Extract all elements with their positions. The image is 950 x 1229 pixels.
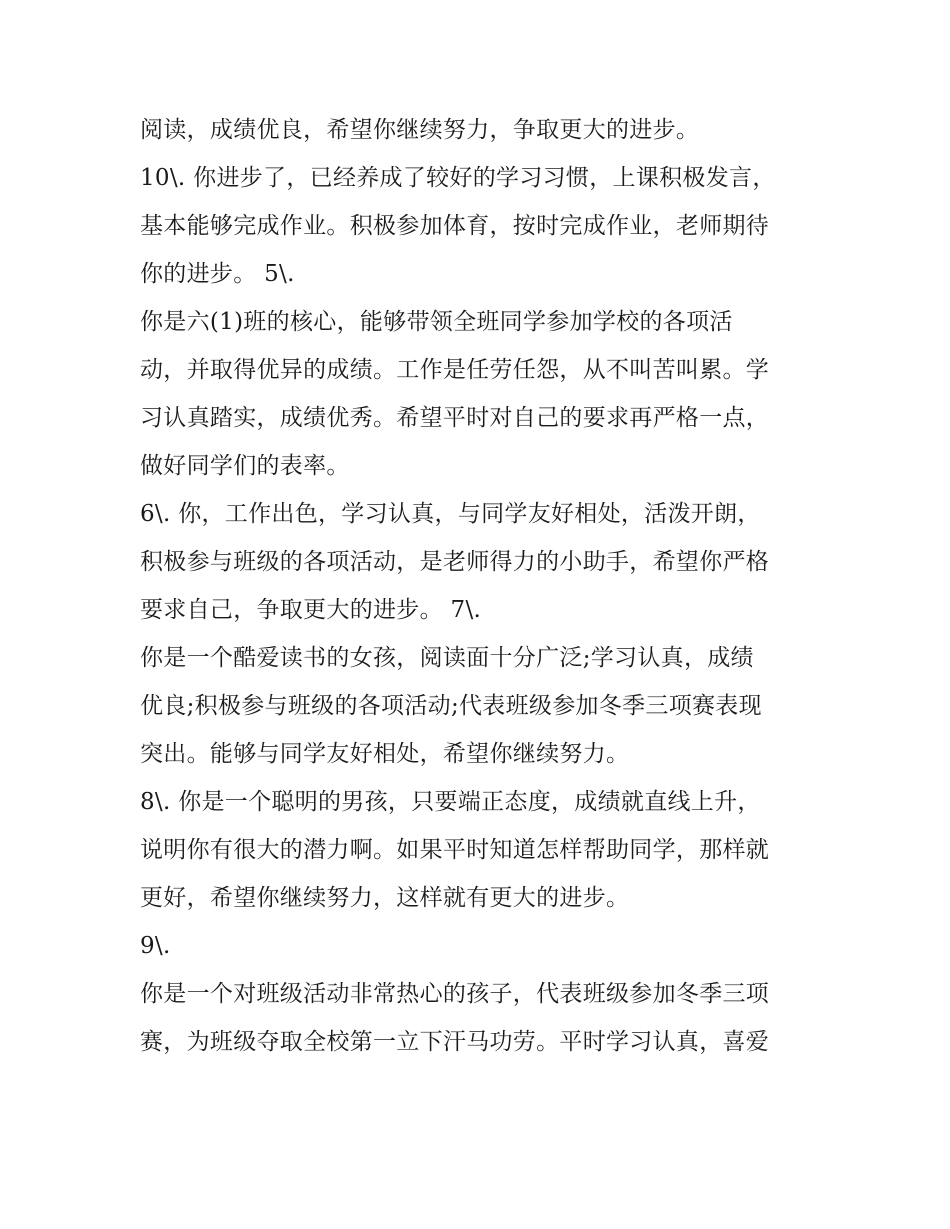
- text-line: 你是六(1)班的核心，能够带领全班同学参加学校的各项活: [140, 309, 733, 335]
- text-line: 赛，为班级夺取全校第一立下汗马功劳。平时学习认真，喜爱: [140, 1029, 770, 1055]
- text-line: 8\. 你是一个聪明的男孩，只要端正态度，成绩就直线上升，: [140, 789, 761, 815]
- text-line: 突出。能够与同学友好相处，希望你继续努力。: [140, 741, 630, 767]
- text-line: 6\. 你，工作出色，学习认真，与同学友好相处，活泼开朗，: [140, 501, 761, 527]
- text-line: 阅读，成绩优良，希望你继续努力，争取更大的进步。: [140, 117, 700, 143]
- text-line: 说明你有很大的潜力啊。如果平时知道怎样帮助同学，那样就: [140, 837, 770, 863]
- text-line: 优良;积极参与班级的各项活动;代表班级参加冬季三项赛表现: [140, 693, 762, 719]
- text-line: 动，并取得优异的成绩。工作是任劳任怨，从不叫苦叫累。学: [140, 357, 770, 383]
- text-line: 积极参与班级的各项活动，是老师得力的小助手，希望你严格: [140, 549, 770, 575]
- text-line: 你是一个酷爱读书的女孩，阅读面十分广泛;学习认真，成绩: [140, 645, 754, 671]
- text-line: 习认真踏实，成绩优秀。希望平时对自己的要求再严格一点，: [140, 405, 770, 431]
- text-line: 更好，希望你继续努力，这样就有更大的进步。: [140, 885, 630, 911]
- text-line: 基本能够完成作业。积极参加体育，按时完成作业，老师期待: [140, 213, 770, 239]
- text-line: 9\.: [140, 933, 171, 959]
- text-line: 10\. 你进步了，已经养成了较好的学习习惯，上课积极发言，: [140, 165, 776, 191]
- text-line: 你是一个对班级活动非常热心的孩子，代表班级参加冬季三项: [140, 981, 770, 1007]
- text-body: [140, 106, 830, 1066]
- text-line: 你的进步。 5\.: [140, 261, 295, 287]
- text-line: 做好同学们的表率。: [140, 453, 350, 479]
- text-line: 要求自己，争取更大的进步。 7\.: [140, 597, 482, 623]
